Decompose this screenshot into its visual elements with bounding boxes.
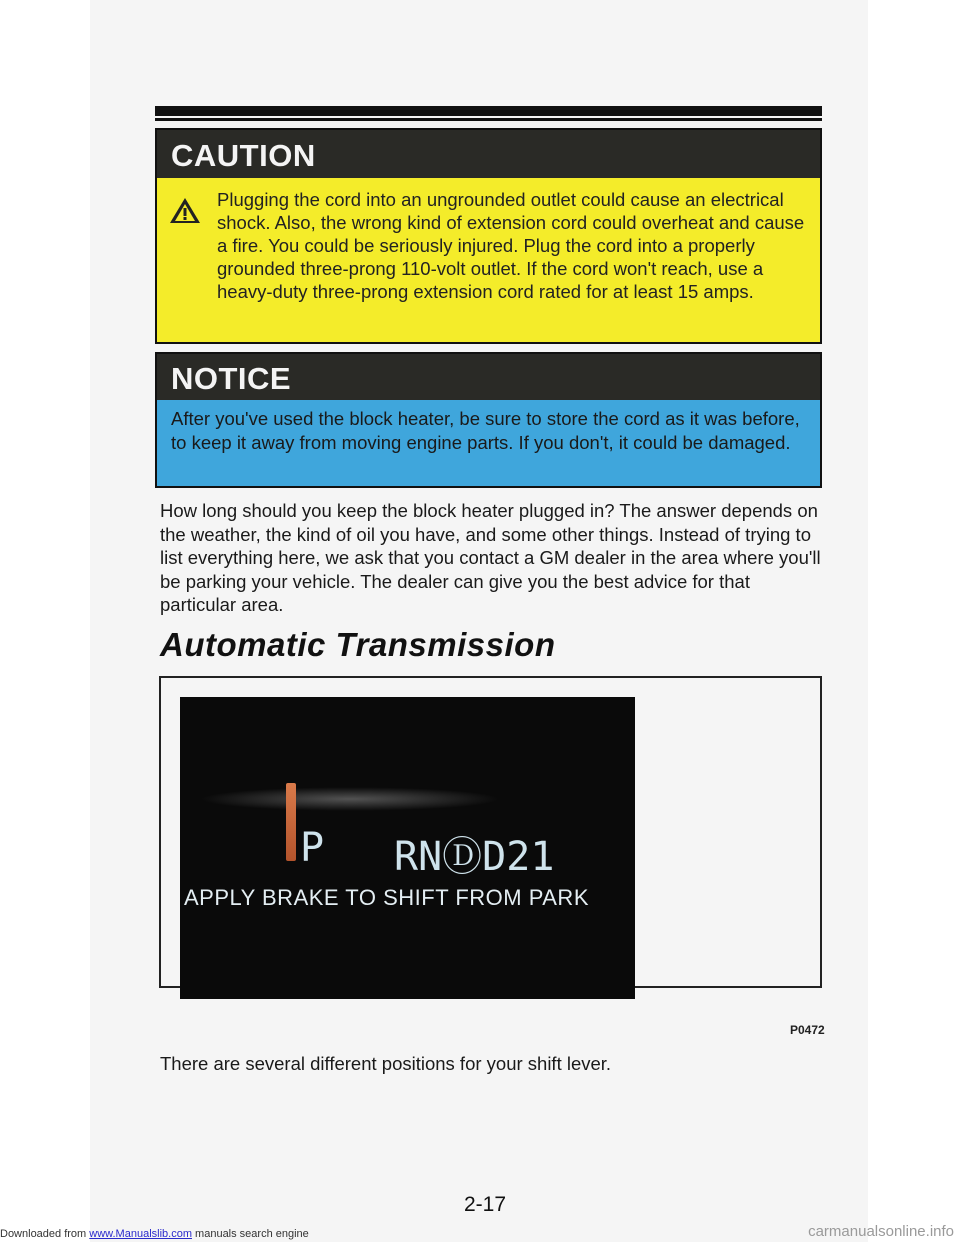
- notice-text: After you've used the block heater, be sure to store the cord as it was before, to keep it away from moving engine parts. If you don't, it could be damaged.: [171, 408, 800, 453]
- park-position-label: P: [300, 825, 327, 871]
- figure-caption: There are several different positions for your shift lever.: [160, 1053, 612, 1074]
- shift-pointer: [286, 783, 296, 861]
- top-rule: [155, 106, 822, 116]
- caution-header: [157, 130, 820, 178]
- figure-code: P0472: [790, 1023, 825, 1037]
- top-rule-thin: [155, 118, 822, 121]
- brake-message: APPLY BRAKE TO SHIFT FROM PARK: [184, 885, 589, 910]
- banner-prefix: Downloaded from: [0, 1228, 87, 1240]
- gear-positions-label: RNⒹD21: [394, 834, 555, 880]
- notice-header: [157, 354, 820, 400]
- section-heading: Automatic Transmission: [160, 626, 556, 663]
- warning-triangle-icon: [169, 196, 201, 224]
- banner-suffix: manuals search engine: [195, 1228, 309, 1240]
- page-number: 2-17: [464, 1193, 507, 1216]
- site-watermark: carmanualsonline.info: [808, 1223, 954, 1240]
- caution-text: Plugging the cord into an ungrounded outlet could cause an electrical shock. Also, the wrong kind of extension cord could overheat and cause a fire. You could be seriously injured. Plug the cord into a properly grounded three-prong 110-volt outlet. If the cord won't reach, use a heavy-duty three-prong extension cord rated for at least 15 amps.: [217, 189, 805, 302]
- download-banner: [0, 1228, 309, 1240]
- notice-box: [155, 352, 822, 488]
- body-paragraph: How long should you keep the block heater plugged in? The answer depends on the weather, the kind of oil you have, and some other things. Instead of trying to list everything here, we ask that you contact a GM dealer in the area where you'll be parking your vehicle. The dealer can give you the best advice for that particular area.: [160, 500, 821, 615]
- notice-title: NOTICE: [171, 361, 292, 396]
- shift-indicator-photo: [180, 697, 635, 999]
- photo-glow: [200, 787, 500, 811]
- caution-box: [155, 128, 822, 344]
- manualslib-link[interactable]: www.Manualslib.com: [89, 1228, 192, 1240]
- caution-title: CAUTION: [171, 138, 316, 173]
